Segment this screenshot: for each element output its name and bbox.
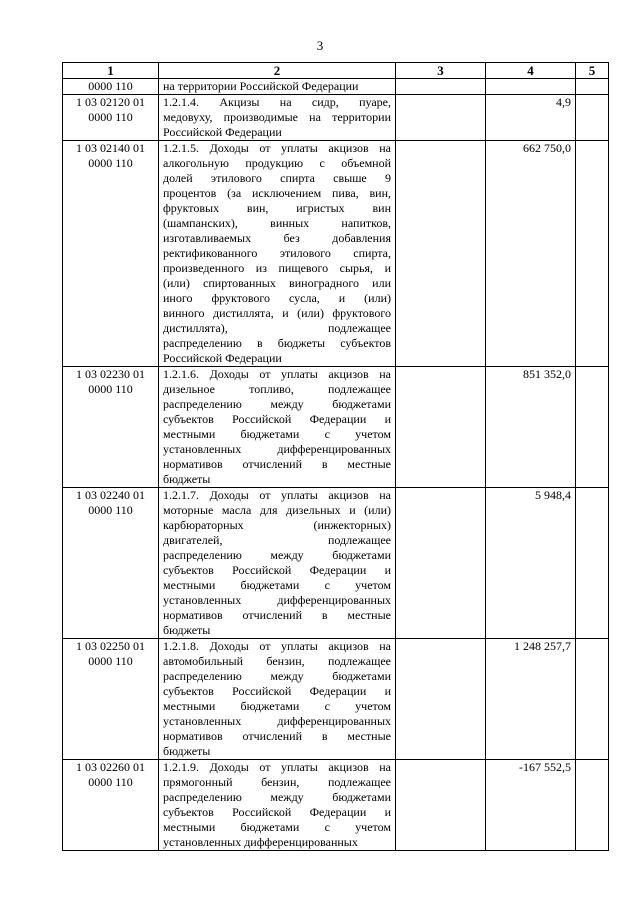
description-line: дистиллята), подлежащее: [163, 321, 391, 335]
description-cell: [159, 488, 396, 639]
table-header-row: [63, 63, 609, 79]
description-line: (шампанских), винных напитков,: [163, 216, 391, 230]
description-line: моторные масла для дизельных и (или): [163, 503, 391, 517]
description-line: ректификованного этилового спирта,: [163, 246, 391, 260]
description-line: нормативов отчислений в местные: [163, 608, 391, 622]
description-line: иного фруктового сусла, и (или): [163, 291, 391, 305]
table-row: [63, 141, 609, 367]
budget-code-line: 0000 110: [88, 110, 133, 124]
column-header-3: 3: [396, 63, 486, 79]
description-line: распределению в бюджеты субъектов: [163, 336, 391, 350]
description-line: местными бюджетами с учетом: [163, 699, 391, 713]
table-row: [63, 79, 609, 95]
column-header-5: 5: [576, 63, 609, 79]
column-5-cell: [576, 367, 609, 488]
description-line: распределению между бюджетами: [163, 548, 391, 562]
column-3-cell: [396, 639, 486, 760]
description-line: прямогонный бензин, подлежащее: [163, 775, 391, 789]
description-cell: [159, 367, 396, 488]
description-line: распределению между бюджетами: [163, 669, 391, 683]
description-line: 1.2.1.4. Акцизы на сидр, пуаре,: [163, 95, 391, 109]
column-3-cell: [396, 95, 486, 141]
budget-code-cell: [63, 639, 159, 760]
budget-code-line: 0000 110: [88, 79, 133, 93]
description-line: винного дистиллята, и (или) фруктового: [163, 306, 391, 320]
description-line: местными бюджетами с учетом: [163, 427, 391, 441]
amount-cell: 662 750,0: [486, 141, 576, 367]
description-line: медовуху, производимые на территории: [163, 110, 391, 124]
description-line: местными бюджетами с учетом: [163, 820, 391, 834]
amount-cell: 851 352,0: [486, 367, 576, 488]
description-line: установленных дифференцированных: [163, 714, 391, 728]
budget-code-cell: [63, 79, 159, 95]
budget-code-line: 1 03 02120 01: [76, 95, 145, 109]
description-line: местными бюджетами с учетом: [163, 578, 391, 592]
budget-code-line: 1 03 02260 01: [76, 760, 145, 774]
description-line: 1.2.1.7. Доходы от уплаты акцизов на: [163, 488, 391, 502]
column-3-cell: [396, 79, 486, 95]
amount-cell: 1 248 257,7: [486, 639, 576, 760]
description-cell: [159, 95, 396, 141]
column-3-cell: [396, 488, 486, 639]
description-cell: [159, 79, 396, 95]
description-line: субъектов Российской Федерации и: [163, 412, 391, 426]
description-line: 1.2.1.9. Доходы от уплаты акцизов на: [163, 760, 391, 774]
column-3-cell: [396, 367, 486, 488]
description-line: установленных дифференцированных: [163, 442, 391, 456]
table-row: [63, 95, 609, 141]
column-5-cell: [576, 79, 609, 95]
description-line: автомобильный бензин, подлежащее: [163, 654, 391, 668]
amount-cell: 4,9: [486, 95, 576, 141]
column-header-4: 4: [486, 63, 576, 79]
description-line: (или) спиртованных виноградного или: [163, 276, 391, 290]
description-line: установленных дифференцированных: [163, 593, 391, 607]
description-line: карбюраторных (инжекторных): [163, 518, 391, 532]
budget-code-line: 0000 110: [88, 156, 133, 170]
description-line: нормативов отчислений в местные: [163, 729, 391, 743]
description-line: Российской Федерации: [163, 125, 282, 139]
description-cell: [159, 639, 396, 760]
description-line: процентов (за исключением пива, вин,: [163, 186, 391, 200]
description-line: бюджеты: [163, 472, 211, 486]
budget-code-line: 1 03 02230 01: [76, 367, 145, 381]
table-row: [63, 639, 609, 760]
budget-code-cell: [63, 95, 159, 141]
budget-code-cell: [63, 488, 159, 639]
description-line: алкогольную продукцию с объемной: [163, 156, 391, 170]
table-body: [63, 79, 609, 851]
budget-code-cell: [63, 141, 159, 367]
budget-code-line: 0000 110: [88, 775, 133, 789]
budget-code-line: 0000 110: [88, 654, 133, 668]
table-row: [63, 760, 609, 851]
amount-cell: 5 948,4: [486, 488, 576, 639]
description-line: нормативов отчислений в местные: [163, 457, 391, 471]
budget-code-line: 1 03 02140 01: [76, 141, 145, 155]
table-row: [63, 488, 609, 639]
column-header-1: 1: [63, 63, 159, 79]
description-line: 1.2.1.6. Доходы от уплаты акцизов на: [163, 367, 391, 381]
column-5-cell: [576, 488, 609, 639]
description-line: бюджеты: [163, 623, 211, 637]
amount-cell: -167 552,5: [486, 760, 576, 851]
description-line: 1.2.1.5. Доходы от уплаты акцизов на: [163, 141, 391, 155]
description-line: двигателей, подлежащее: [163, 533, 391, 547]
description-line: долей этилового спирта свыше 9: [163, 171, 391, 185]
description-cell: [159, 141, 396, 367]
description-line: установленных дифференцированных: [163, 835, 358, 849]
column-3-cell: [396, 760, 486, 851]
budget-code-line: 1 03 02240 01: [76, 488, 145, 502]
budget-code-line: 1 03 02250 01: [76, 639, 145, 653]
table-row: [63, 367, 609, 488]
description-line: изготавливаемых без добавления: [163, 231, 391, 245]
budget-code-cell: [63, 367, 159, 488]
column-5-cell: [576, 639, 609, 760]
revenue-table: [62, 62, 609, 851]
column-5-cell: [576, 95, 609, 141]
amount-cell: [486, 79, 576, 95]
description-cell: [159, 760, 396, 851]
column-3-cell: [396, 141, 486, 367]
description-line: распределению между бюджетами: [163, 397, 391, 411]
budget-code-line: 0000 110: [88, 503, 133, 517]
description-line: 1.2.1.8. Доходы от уплаты акцизов на: [163, 639, 391, 653]
description-line: дизельное топливо, подлежащее: [163, 382, 391, 396]
description-line: на территории Российской Федерации: [163, 79, 359, 93]
page-number: 3: [316, 38, 324, 53]
description-line: бюджеты: [163, 744, 211, 758]
description-line: субъектов Российской Федерации и: [163, 563, 391, 577]
budget-code-cell: [63, 760, 159, 851]
column-5-cell: [576, 760, 609, 851]
description-line: распределению между бюджетами: [163, 790, 391, 804]
description-line: произведенного из пищевого сырья, и: [163, 261, 391, 275]
budget-code-line: 0000 110: [88, 382, 133, 396]
description-line: фруктовых вин, игристых вин: [163, 201, 391, 215]
column-5-cell: [576, 141, 609, 367]
description-line: Российской Федерации: [163, 351, 282, 365]
description-line: субъектов Российской Федерации и: [163, 684, 391, 698]
description-line: субъектов Российской Федерации и: [163, 805, 391, 819]
column-header-2: 2: [159, 63, 396, 79]
